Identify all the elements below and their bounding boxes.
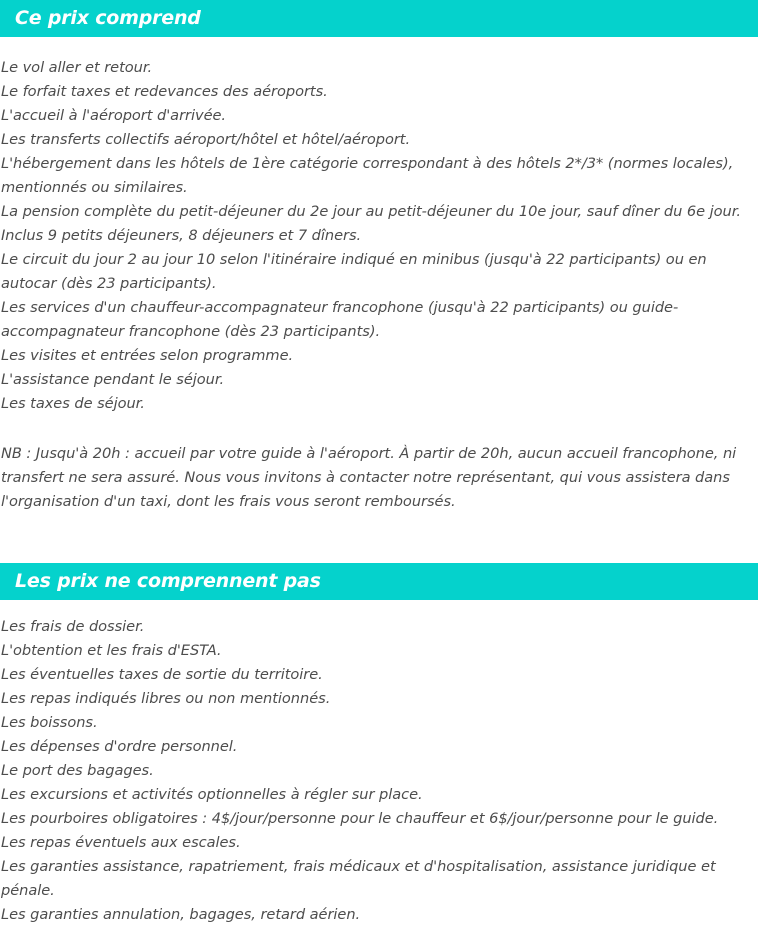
section-body-included bbox=[0, 56, 758, 514]
spacer-before-note bbox=[1, 416, 748, 442]
list-item: Les frais de dossier. bbox=[1, 618, 145, 635]
list-item: Le circuit du jour 2 au jour 10 selon l'itinéraire indiqué en minibus (jusqu'à 22 participants) ou en autocar (dès 23 participants). bbox=[1, 251, 707, 292]
list-item: Les taxes de séjour. bbox=[1, 395, 145, 412]
spacer-below-header-2 bbox=[0, 600, 758, 615]
list-item: Les services d'un chauffeur-accompagnateur francophone (jusqu'à 22 participants) ou guide-accompagnateur francophone (dès 23 participants). bbox=[1, 299, 679, 340]
list-item: L'accueil à l'aéroport d'arrivée. bbox=[1, 107, 227, 124]
list-item: Les repas indiqués libres ou non mentionnés. bbox=[1, 690, 331, 707]
section-title-not-included: Les prix ne comprennent pas bbox=[15, 570, 321, 592]
note-paragraph: NB : Jusqu'à 20h : accueil par votre guide à l'aéroport. À partir de 20h, aucun accueil francophone, ni transfert ne sera assuré. Nous vous invitons à contacter notre représentant, qui vous assistera dans l'organisation d'un taxi, dont les frais vous seront remboursés. bbox=[1, 445, 737, 510]
list-item: La pension complète du petit-déjeuner du 2e jour au petit-déjeuner du 10e jour, sauf dîner du 6e jour. Inclus 9 petits déjeuners, 8 déjeuners et 7 dîners. bbox=[1, 203, 741, 244]
list-item: L'obtention et les frais d'ESTA. bbox=[1, 642, 222, 659]
list-item: Les transferts collectifs aéroport/hôtel et hôtel/aéroport. bbox=[1, 131, 411, 148]
list-item: Les garanties assistance, rapatriement, frais médicaux et d'hospitalisation, assistance juridique et pénale. bbox=[1, 858, 716, 899]
list-item: Le vol aller et retour. bbox=[1, 59, 153, 76]
spacer-top bbox=[0, 37, 758, 56]
list-item: Le port des bagages. bbox=[1, 762, 154, 779]
list-item: Les garanties annulation, bagages, retard aérien. bbox=[1, 906, 361, 923]
list-item: Les excursions et activités optionnelles à régler sur place. bbox=[1, 786, 423, 803]
list-item: Les repas éventuels aux escales. bbox=[1, 834, 241, 851]
list-item: Les éventuelles taxes de sortie du territoire. bbox=[1, 666, 323, 683]
section-header-included bbox=[0, 0, 758, 37]
list-item: Les visites et entrées selon programme. bbox=[1, 347, 294, 364]
list-item: Les boissons. bbox=[1, 714, 98, 731]
section-header-not-included bbox=[0, 563, 758, 600]
list-item: Les pourboires obligatoires : 4$/jour/personne pour le chauffeur et 6$/jour/personne pour le guide. bbox=[1, 810, 719, 827]
list-item: L'assistance pendant le séjour. bbox=[1, 371, 225, 388]
section-title-included: Ce prix comprend bbox=[15, 7, 201, 29]
list-item: Les dépenses d'ordre personnel. bbox=[1, 738, 238, 755]
list-item: Le forfait taxes et redevances des aéroports. bbox=[1, 83, 328, 100]
section-body-not-included bbox=[0, 615, 758, 927]
spacer-between-sections bbox=[0, 514, 758, 563]
list-item: L'hébergement dans les hôtels de 1ère catégorie correspondant à des hôtels 2*/3* (normes locales), mentionnés ou similaires. bbox=[1, 155, 734, 196]
